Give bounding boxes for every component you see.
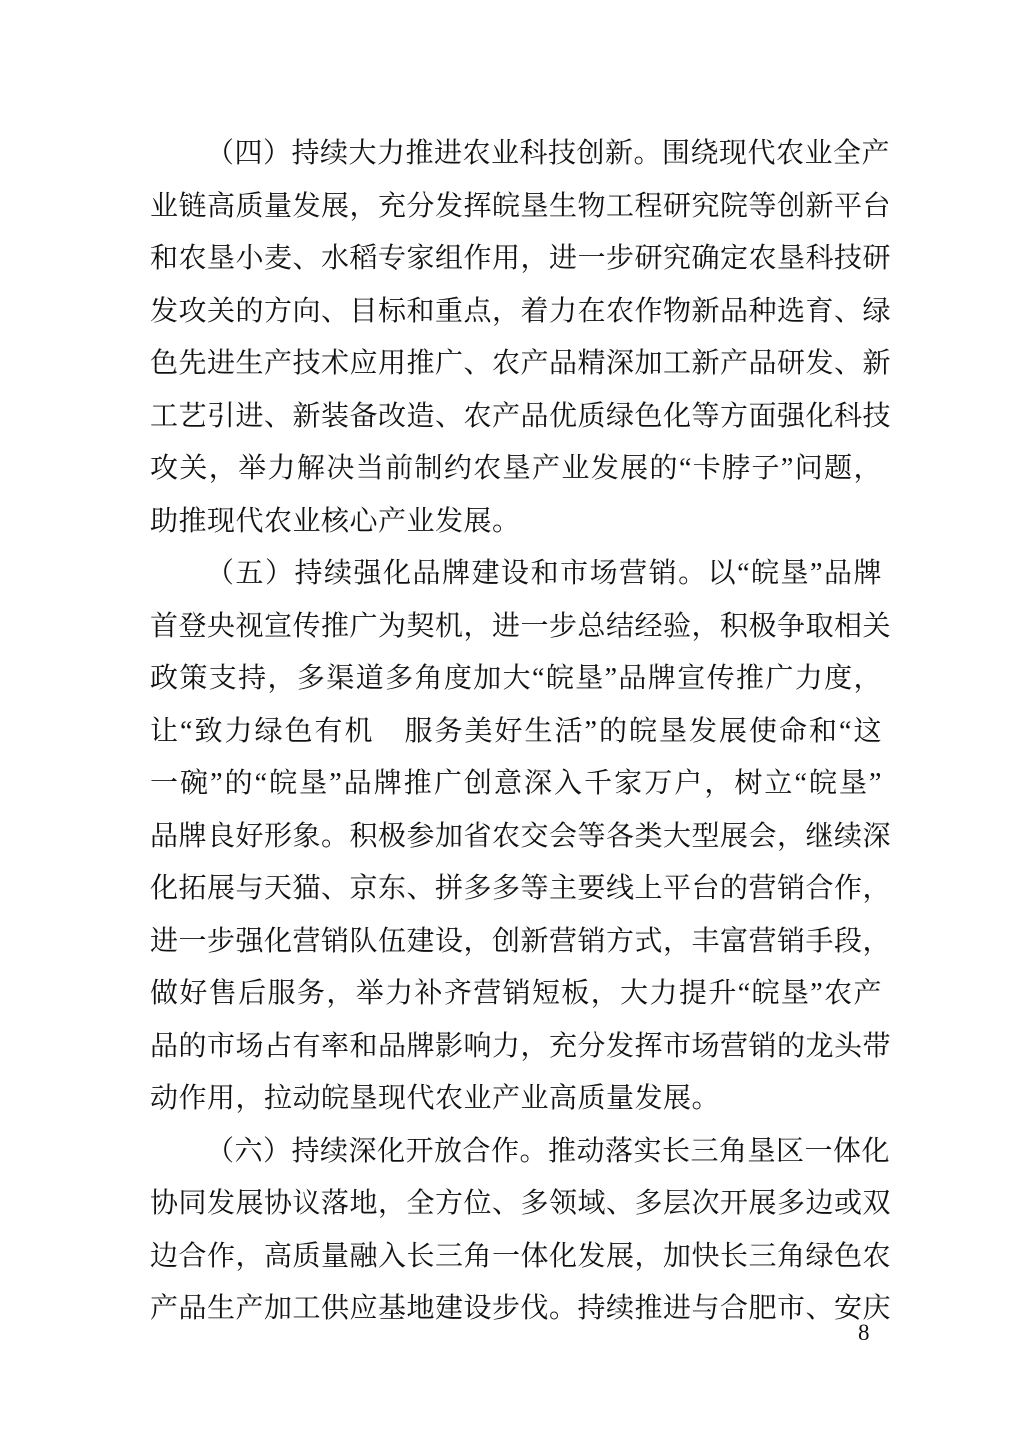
text-line: （四）持续大力推进农业科技创新。围绕现代农业全产 bbox=[206, 138, 891, 169]
text-line: 产品生产加工供应基地建设步伐。持续推进与合肥市、安庆 bbox=[150, 1293, 892, 1324]
text-line: 一碗”的“皖垦”品牌推广创意深入千家万户，树立“皖垦” bbox=[150, 768, 882, 799]
text-line: 首登央视宣传推广为契机，进一步总结经验，积极争取相关 bbox=[150, 610, 892, 642]
text-line: 协同发展协议落地，全方位、多领域、多层次开展多边或双 bbox=[150, 1188, 892, 1219]
text-line: 让“致力绿色有机 服务美好生活”的皖垦发展使命和“这 bbox=[150, 715, 882, 747]
document-body bbox=[150, 128, 892, 1336]
text-line: 动作用，拉动皖垦现代农业产业高质量发展。 bbox=[150, 1083, 721, 1114]
text-line: 边合作，高质量融入长三角一体化发展，加快长三角绿色农 bbox=[150, 1240, 892, 1272]
text-line: 发攻关的方向、目标和重点，着力在农作物新品种选育、绿 bbox=[150, 295, 892, 327]
text-line: 品牌良好形象。积极参加省农交会等各类大型展会，继续深 bbox=[150, 820, 892, 852]
text-line: 色先进生产技术应用推广、农产品精深加工新产品研发、新 bbox=[150, 348, 892, 379]
text-line: （六）持续深化开放合作。推动落实长三角垦区一体化 bbox=[206, 1135, 891, 1167]
text-line: 进一步强化营销队伍建设，创新营销方式，丰富营销手段， bbox=[150, 925, 892, 957]
text-line: 助推现代农业核心产业发展。 bbox=[150, 505, 521, 537]
text-line: 化拓展与天猫、京东、拼多多等主要线上平台的营销合作， bbox=[150, 873, 892, 904]
text-line: 工艺引进、新装备改造、农产品优质绿色化等方面强化科技 bbox=[150, 400, 892, 432]
text-line: 攻关，举力解决当前制约农垦产业发展的“卡脖子”问题， bbox=[150, 453, 882, 484]
page-number: 8 bbox=[858, 1320, 870, 1345]
text-line: （五）持续强化品牌建设和市场营销。以“皖垦”品牌 bbox=[206, 558, 882, 589]
text-line: 政策支持，多渠道多角度加大“皖垦”品牌宣传推广力度， bbox=[150, 663, 882, 694]
text-line: 和农垦小麦、水稻专家组作用，进一步研究确定农垦科技研 bbox=[150, 243, 892, 274]
text-line: 业链高质量发展，充分发挥皖垦生物工程研究院等创新平台 bbox=[150, 190, 892, 222]
text-line: 品的市场占有率和品牌影响力，充分发挥市场营销的龙头带 bbox=[150, 1030, 892, 1062]
text-line: 做好售后服务，举力补齐营销短板，大力提升“皖垦”农产 bbox=[150, 978, 882, 1009]
